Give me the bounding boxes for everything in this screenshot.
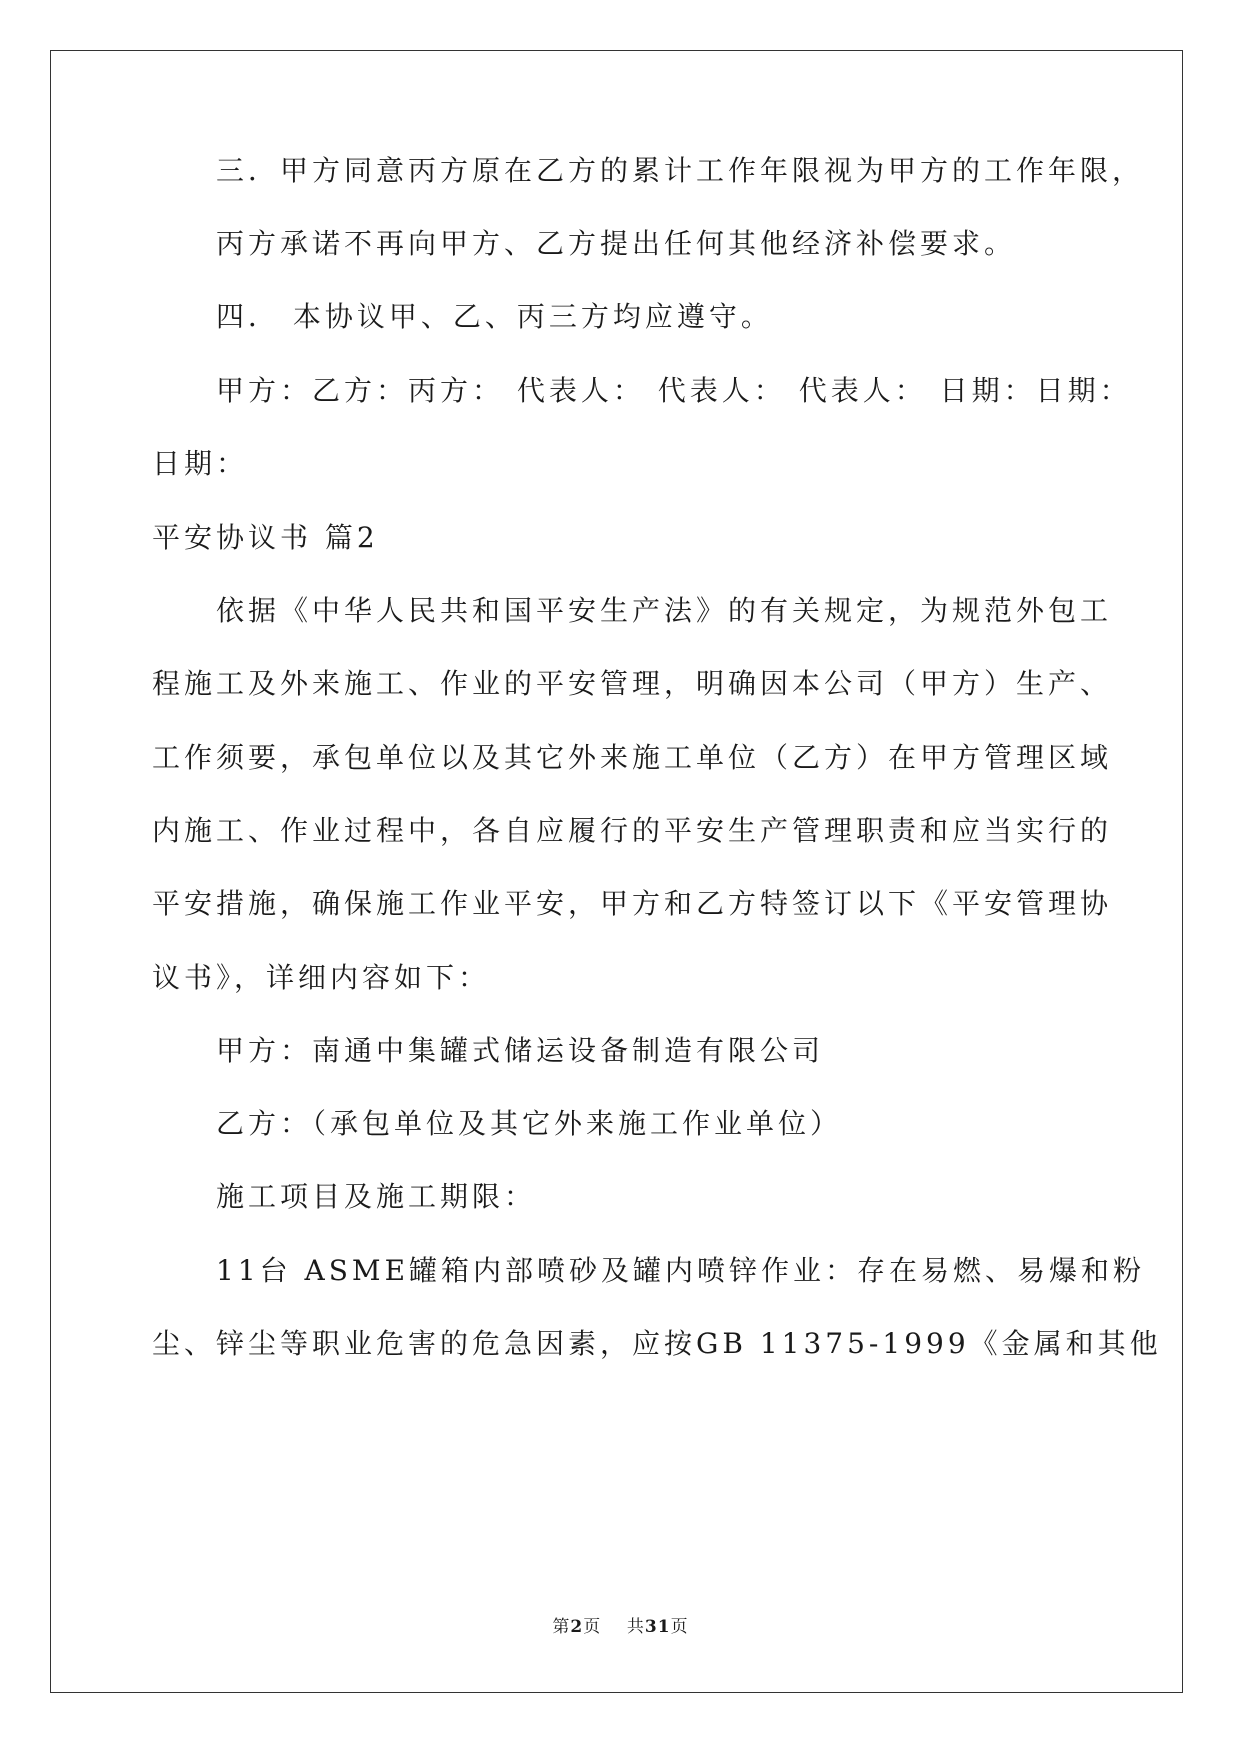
paragraph-line: 11台 ASME罐箱内部喷砂及罐内喷锌作业：存在易燃、易爆和粉 — [216, 1254, 1146, 1287]
paragraph-line: 三．甲方同意丙方原在乙方的累计工作年限视为甲方的工作年限， — [216, 154, 1145, 187]
paragraph-line: 四． 本协议甲、乙、丙三方均应遵守。 — [216, 300, 773, 333]
paragraph-line: 丙方承诺不再向甲方、乙方提出任何其他经济补偿要求。 — [216, 227, 1017, 260]
paragraph-line: 工作须要，承包单位以及其它外来施工单位（乙方）在甲方管理区域 — [152, 741, 1113, 774]
paragraph-line: 平安措施，确保施工作业平安，甲方和乙方特签订以下《平安管理协 — [152, 887, 1113, 920]
footer-page-number: 2 — [570, 1617, 584, 1637]
footer-total-pages: 31 — [644, 1617, 671, 1637]
paragraph-line: 依据《中华人民共和国平安生产法》的有关规定，为规范外包工 — [216, 594, 1113, 627]
paragraph-line: 尘、锌尘等职业危害的危急因素，应按GB 11375-1999《金属和其他 — [152, 1327, 1162, 1360]
paragraph-line: 程施工及外来施工、作业的平安管理，明确因本公司（甲方）生产、 — [152, 667, 1113, 700]
paragraph-line: 内施工、作业过程中，各自应履行的平安生产管理职责和应当实行的 — [152, 814, 1113, 847]
paragraph-line: 甲方：乙方：丙方： 代表人： 代表人： 代表人： 日期：日期： — [216, 374, 1132, 407]
paragraph-line: 甲方：南通中集罐式储运设备制造有限公司 — [216, 1034, 825, 1067]
footer-prefix: 第 — [552, 1617, 571, 1637]
paragraph-line: 施工项目及施工期限： — [216, 1180, 537, 1213]
footer-middle: 页 共 — [583, 1617, 645, 1637]
footer-suffix: 页 — [670, 1617, 689, 1637]
page-footer — [0, 1612, 1241, 1637]
paragraph-line: 日期： — [152, 447, 249, 480]
paragraph-line: 乙方：（承包单位及其它外来施工作业单位） — [216, 1107, 843, 1140]
paragraph-line: 议书》，详细内容如下： — [152, 961, 491, 994]
section-heading: 平安协议书 篇2 — [152, 521, 379, 554]
